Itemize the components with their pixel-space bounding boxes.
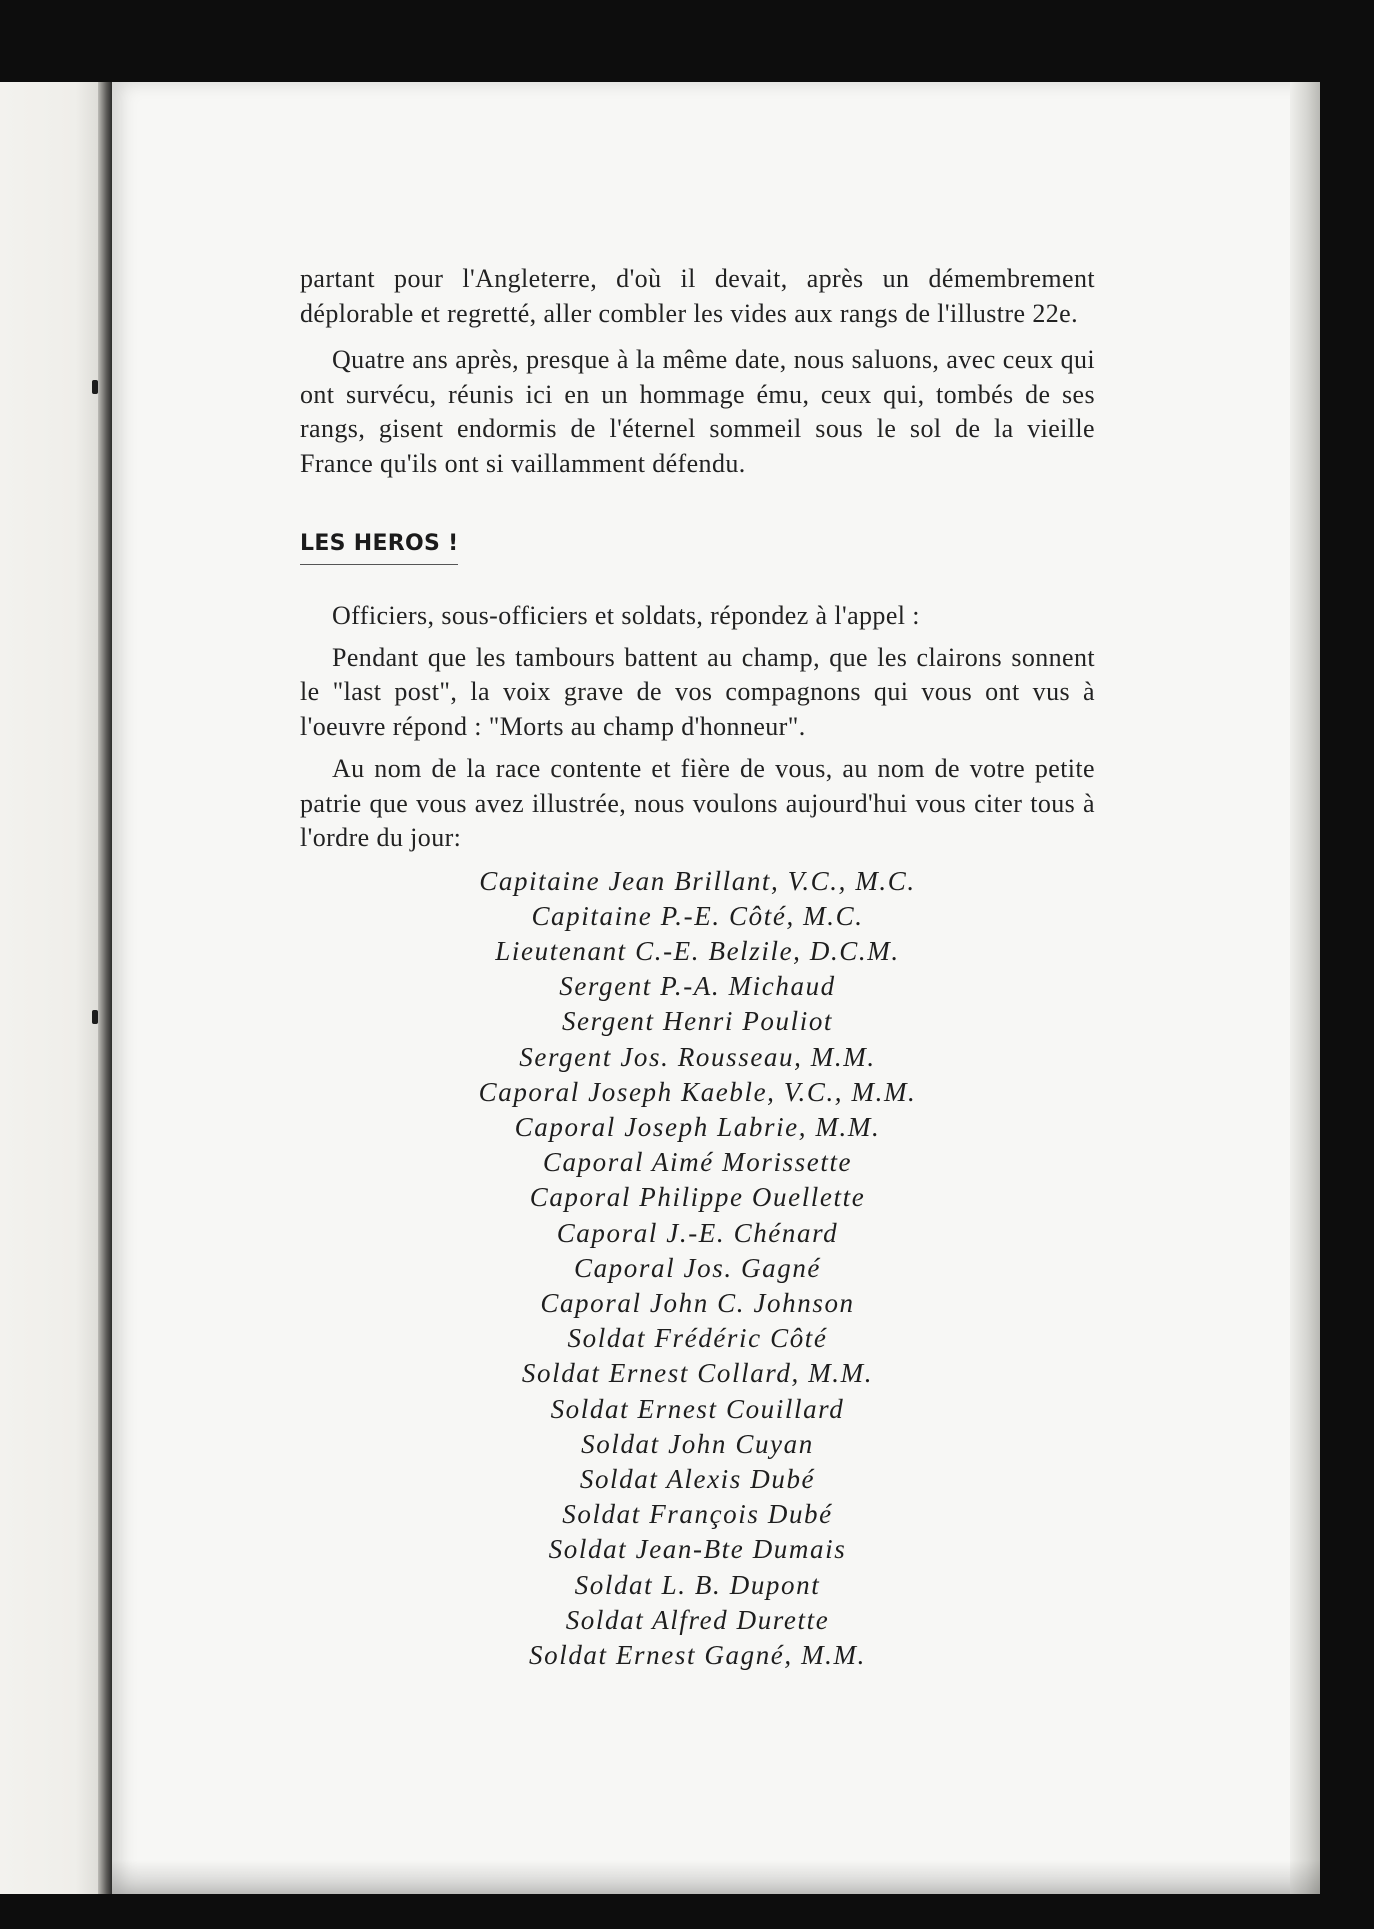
paragraph-continuation: partant pour l'Angleterre, d'où il devait, après un démembrement déplorable et regretté, aller combler les vides aux rangs de l'illustre 22e. — [300, 264, 1095, 328]
hero-name: Lieutenant C.-E. Belzile, D.C.M. — [495, 935, 900, 966]
hero-name: Soldat Alexis Dubé — [579, 1463, 816, 1494]
hero-name: Soldat Alfred Durette — [565, 1604, 830, 1635]
margin-mark — [92, 380, 98, 394]
section-heading: LES HEROS ! — [300, 531, 458, 565]
hero-name: Soldat Frédéric Côté — [567, 1323, 828, 1354]
page-bottom-shadow — [112, 1860, 1320, 1894]
hero-name: Capitaine P.-E. Côté, M.C. — [531, 900, 864, 931]
hero-name: Soldat Ernest Couillard — [550, 1393, 845, 1424]
paragraph-last-post: Pendant que les tambours battent au champ, que les clairons sonnent le "last post", la voix grave de vos compagnons qui vous ont vus à l'oeuvre répond : "Morts au champ d'honneur". — [300, 642, 1095, 741]
heroes-list — [300, 864, 1095, 1674]
book-gutter — [98, 82, 112, 1894]
paragraph-tribute: Quatre ans après, presque à la même date, nous saluons, avec ceux qui ont survécu, réunis ici en un hommage ému, ceux qui, tombés de ses rangs, gisent endormis de l'éternel sommeil sous le sol de la vieille France qu'ils ont si vaillamment défendu. — [300, 345, 1095, 478]
hero-name: Soldat John Cuyan — [581, 1428, 814, 1459]
hero-name: Capitaine Jean Brillant, V.C., M.C. — [479, 865, 916, 896]
hero-name: Soldat Ernest Collard, M.M. — [521, 1358, 874, 1389]
margin-mark — [92, 1010, 98, 1024]
hero-name: Sergent Henri Pouliot — [561, 1006, 834, 1037]
hero-name: Caporal Joseph Labrie, M.M. — [514, 1111, 881, 1142]
paragraph-roll-call: Officiers, sous-officiers et soldats, répondez à l'appel : — [332, 601, 920, 630]
paragraph-citation: Au nom de la race contente et fière de vous, au nom de votre petite patrie que vous avez illustrée, nous voulons aujourd'hui vous citer tous à l'ordre du jour: — [300, 754, 1095, 852]
hero-name: Caporal John C. Johnson — [540, 1287, 855, 1318]
hero-name: Caporal Jos. Gagné — [573, 1252, 822, 1283]
hero-name: Soldat Jean-Bte Dumais — [548, 1534, 847, 1565]
page-right-edge — [1290, 82, 1320, 1894]
hero-name: Caporal J.-E. Chénard — [556, 1217, 839, 1248]
hero-name: Caporal Aimé Morissette — [542, 1147, 853, 1178]
hero-name: Sergent P.-A. Michaud — [559, 971, 836, 1002]
hero-name: Soldat François Dubé — [562, 1499, 833, 1530]
previous-page-edge — [0, 82, 108, 1894]
hero-name: Caporal Joseph Kaeble, V.C., M.M. — [478, 1076, 917, 1107]
hero-name: Soldat L. B. Dupont — [574, 1569, 821, 1600]
page-text-block — [300, 262, 1095, 1673]
hero-name: Caporal Philippe Ouellette — [529, 1182, 866, 1213]
hero-name: Sergent Jos. Rousseau, M.M. — [519, 1041, 876, 1072]
hero-name: Soldat Ernest Gagné, M.M. — [529, 1639, 866, 1670]
